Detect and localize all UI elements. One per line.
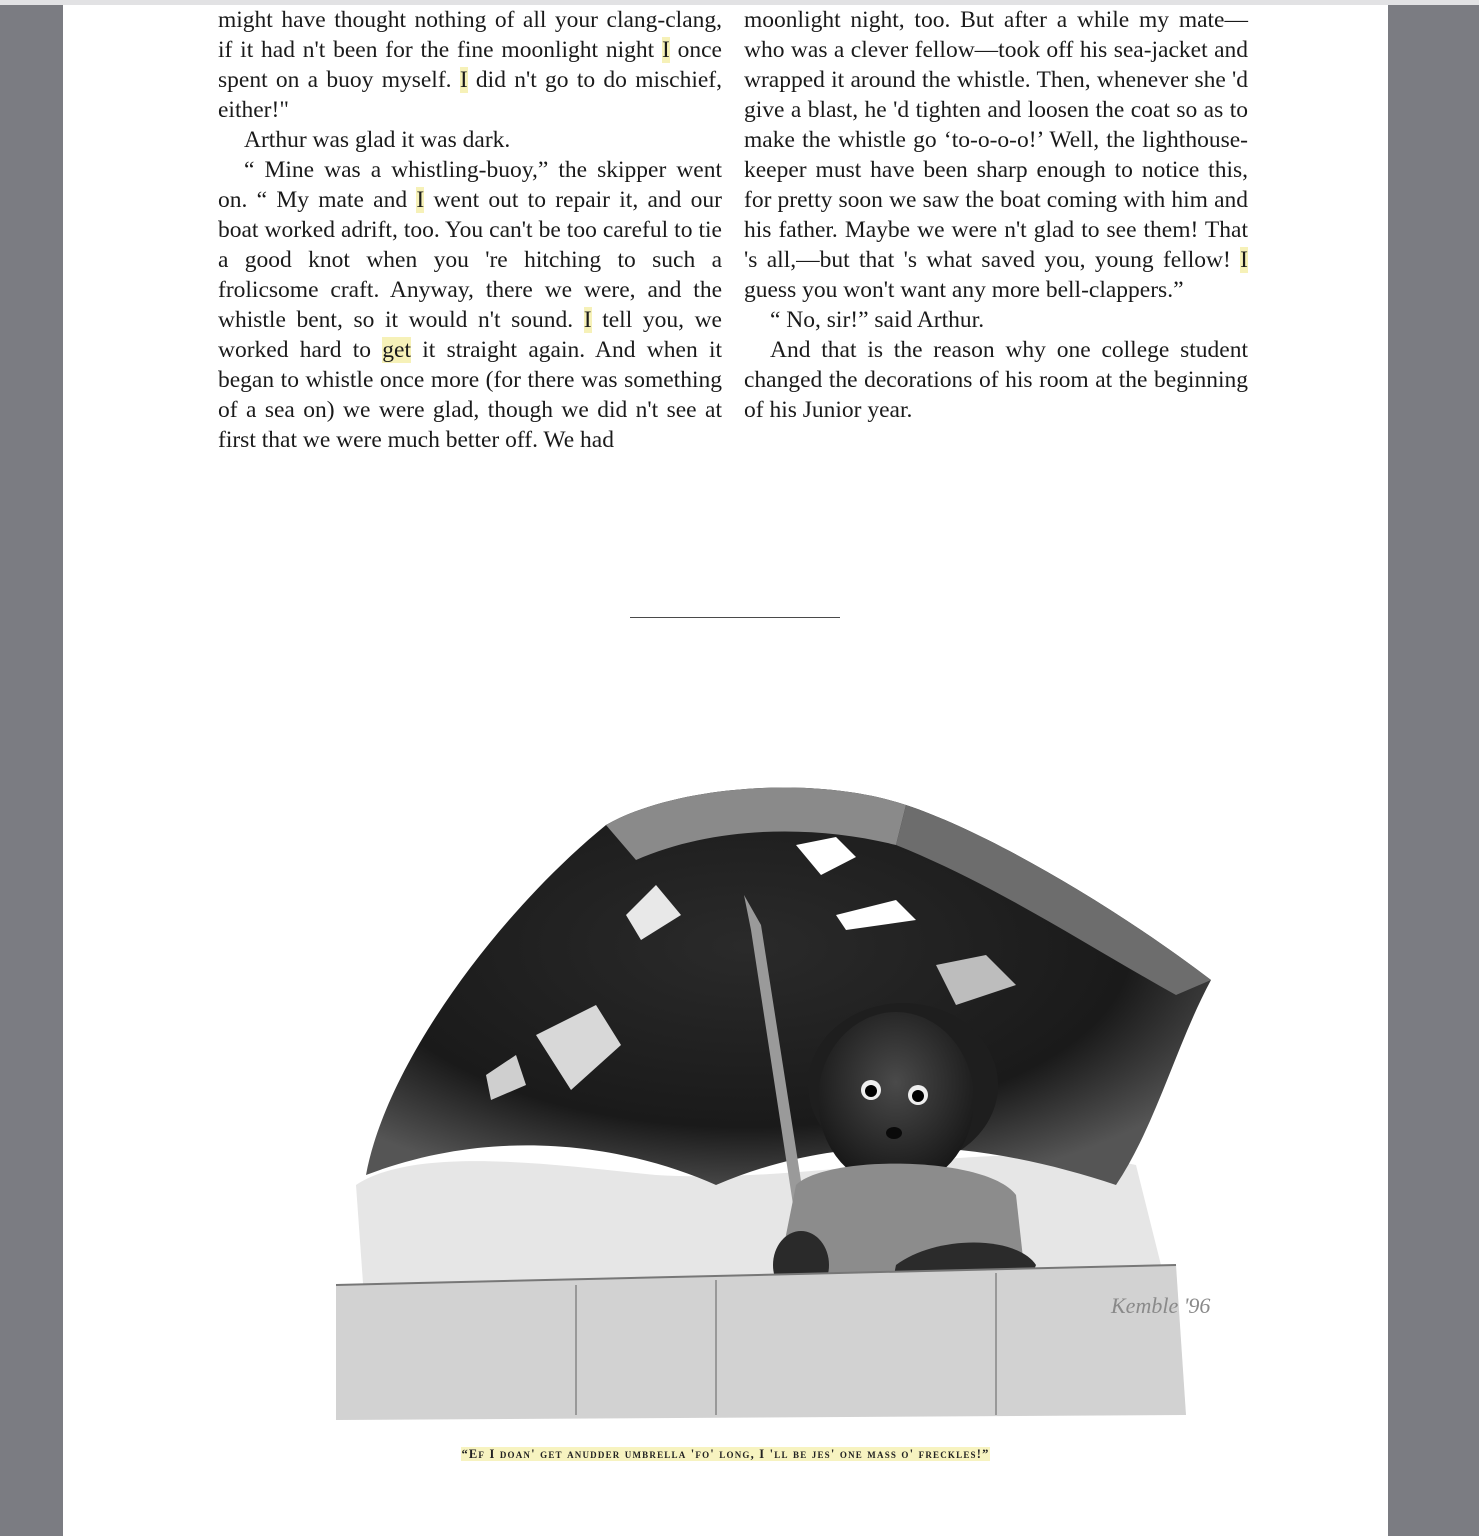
- search-highlight: I: [1240, 247, 1248, 273]
- artist-signature: Kemble '96: [1111, 1293, 1211, 1318]
- illustration-caption: [213, 1447, 1238, 1462]
- paragraph: “ Mine was a whistling-buoy,” the skipper went on. “ My mate and I went out to repair it, and our boat worked adrift, too. You can't be too careful to tie a good knot when you 're hitching to such a frolicsome craft. Anyway, there we were, and the whistle bent, so it would n't sound. I tell you, we worked hard to get it straight again. And when it began to whistle once more (for there was something of a sea on) we were glad, though we did n't see at first that we were much better off. We had: [218, 157, 723, 453]
- paragraph: Arthur was glad it was dark.: [244, 127, 511, 153]
- paragraph: “ No, sir!” said Arthur.: [770, 307, 985, 333]
- search-highlight: get: [382, 337, 412, 363]
- search-highlight: I: [459, 67, 468, 93]
- caption-text: “Ef I doan' get anudder umbrella 'fo' long, I 'll be jes' one mass o' freckles!”: [461, 1447, 990, 1461]
- search-highlight: I: [661, 37, 670, 63]
- paragraph: moonlight night, too. But after a while my mate—who was a clever fellow—took off his sea-jacket and wrapped it around the whistle. Then, whenever she 'd give a blast, he 'd tighten and loosen the coat so as to make the whistle go ‘to-o-o-o!’ Well, the lighthouse-keeper must have been sharp enough to notice this, for pretty soon we saw the boat coming with him and his father. Maybe we were n't glad to see them! That 's all,—but that 's what saved you, young fellow! I guess you won't want any more bell-clappers.”: [744, 7, 1248, 303]
- search-highlight: I: [583, 307, 592, 333]
- search-highlight: I: [416, 187, 425, 213]
- paragraph: And that is the reason why one college student changed the decorations of his room at the beginning of his Junior year.: [744, 337, 1248, 423]
- text-column-left: [218, 5, 722, 455]
- section-divider: [630, 617, 840, 618]
- umbrella-child-illustration: [296, 765, 1211, 1425]
- paragraph: might have thought nothing of all your clang-clang, if it had n't been for the fine moonlight night I once spent on a buoy myself. I did n't go to do mischief, either!": [218, 7, 722, 123]
- document-page[interactable]: [63, 5, 1388, 1536]
- text-column-right: [744, 5, 1248, 425]
